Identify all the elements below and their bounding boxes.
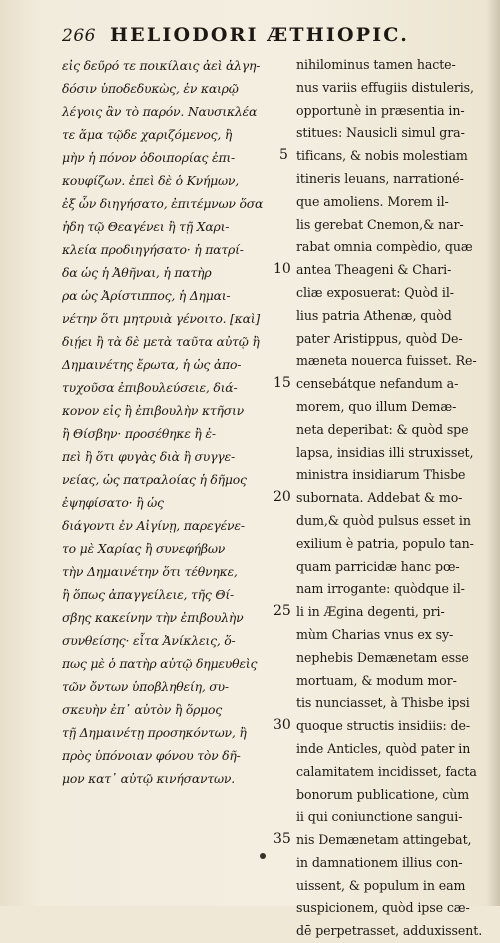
latin-line: que amoliens. Morem il- [296,193,449,209]
line-number: 30 [273,717,291,734]
line-number: 35 [273,831,291,848]
greek-line: εἰς δεῦρό τε ποικίλαις ἀεὶ ἀλγη- [62,58,261,73]
latin-line: in damnationem illius con- [296,854,463,870]
latin-line: mortuam, & modum mor- [296,672,457,688]
latin-line: mæneta nouerca fuisset. Re- [296,353,477,369]
latin-line: bonorum publicatione, cùm [296,786,470,802]
latin-line: lapsa, insidias illi struxisset, [296,444,474,460]
latin-line: antea Theageni & Chari- [296,262,452,278]
latin-line: stitues: Nausicli simul gra- [296,125,465,141]
latin-line: neta deperibat: & quòd spe [296,421,469,437]
greek-line: δα ὡς ἡ Ἀθῆναι, ἡ πατὴρ [62,265,212,280]
latin-line: rabat omnia compèdio, quæ [296,239,473,255]
line-number: 20 [273,489,291,506]
line-number: 25 [273,603,291,620]
greek-line: ἡδη τῷ Θεαγένει ἢ τῇ Χαρι- [62,219,230,234]
latin-line: tis nunciasset, à Thisbe ipsi [296,695,470,711]
greek-line: δόσιν ὑποδεδυκὼς, ἐν καιρῷ [62,81,239,96]
latin-line: lius patria Athenæ, quòd [296,307,452,323]
greek-line: νέτην ὅτι μητρυιὰ γένοιτο. [καὶ] [62,311,261,326]
greek-line: λέγοις ἂν τὸ παρόν. Ναυσικλέα [62,104,258,119]
greek-line: τυχοῦσα ἐπιβουλεύσειε, διά- [62,380,238,395]
greek-line: κλεία προδιηγήσατο· ἡ πατρί- [62,242,244,257]
latin-line: inde Anticles, quòd pater in [296,740,471,756]
greek-line: πως μὲ ὁ πατὴρ αὐτῷ δημευθεὶς [62,656,258,671]
latin-line: pater Aristippus, quòd De- [296,330,463,346]
latin-line: quoque structis insidiis: de- [296,718,470,734]
latin-line: morem, quo illum Demæ- [296,398,457,414]
latin-line: li in Ægina degenti, pri- [296,604,445,620]
line-number: 5 [279,147,288,164]
running-title: HELIODORI ÆTHIOPIC. [110,24,410,46]
latin-line: opportunè in præsentia in- [296,102,465,118]
greek-line: σκευὴν ἐπ᾽ αὐτὸν ἢ ὅρμος [62,702,223,717]
greek-line: κονον εἰς ἢ ἐπιβουλὴν κτῆσιν [62,403,245,418]
page-number: 266 [62,26,96,46]
greek-line: ἐψηφίσατο· ἢ ὡς [62,495,164,510]
latin-line: mùm Charias vnus ex sy- [296,626,454,642]
latin-line: calamitatem incidisset, facta [296,763,477,779]
greek-line: το μὲ Χαρίας ἢ συνεφήβων [62,541,226,556]
latin-line: nus variis effugiis distuleris, [296,79,474,95]
latin-line: itineris leuans, narrationé- [296,170,464,186]
latin-line: tificans, & nobis molestiam [296,148,468,164]
page-footer-mark [260,853,266,859]
greek-line: ἐξ ὧν διηγήσατο, ἐπιτέμνων ὅσα [62,196,264,211]
latin-line: cliæ exposuerat: Quòd il- [296,284,454,300]
latin-text-column [296,54,486,943]
latin-line: subornata. Addebat & mo- [296,490,463,506]
greek-line: πρὸς ὑπόνοιαν φόνου τὸν δῆ- [62,748,241,763]
greek-line: Δημαινέτης ἔρωτα, ἡ ὡς ἀπο- [62,357,242,372]
latin-line: nihilominus tamen hacte- [296,57,456,72]
page-edge-shadow [486,0,500,906]
greek-line: τε ἅμα τῷδε χαριζόμενος, ἢ [62,127,233,142]
latin-line: dum,& quòd pulsus esset in [296,512,471,528]
latin-line: ministra insidiarum Thisbe [296,467,466,483]
latin-line: censebátque nefandum a- [296,376,459,392]
latin-line: uissent, & populum in eam [296,877,466,893]
greek-line: ρα ὡς Ἀρίστιππος, ἡ Δημαι- [62,288,231,303]
latin-line: suspicionem, quòd ipse cæ- [296,900,470,916]
greek-line: νείας, ὡς πατραλοίας ἡ δῆμος [62,472,247,487]
greek-line: κουφίζων. ἐπεὶ δὲ ὁ Κνήμων, [62,173,240,188]
greek-line: συνθείσης· εἶτα Ἀνίκλεις, ὅ- [62,633,236,648]
greek-line: σβης κακείνην τὴν ἐπιβουλὴν [62,610,244,625]
greek-line: διάγοντι ἐν Αἰγίνῃ, παρεγένε- [62,518,245,533]
line-number: 10 [273,261,291,278]
latin-line: quam parricidæ hanc pœ- [296,558,460,574]
greek-text-column [62,54,280,790]
greek-line: μον κατ᾽ αὐτῷ κινήσαντων. [62,771,235,786]
greek-line: μὴν ἡ πόνον ὁδοιπορίας ἐπι- [62,150,236,165]
greek-line: τῇ Δημαινέτῃ προσηκόντων, ἢ [62,725,247,740]
line-number: 15 [273,375,291,392]
latin-line: nis Demænetam attingebat, [296,832,472,848]
greek-line: τὴν Δημαινέτην ὅτι τέθνηκε, [62,564,238,579]
greek-line: πεὶ ἢ ὅτι φυγὰς διὰ ἢ συγγε- [62,449,235,464]
greek-line: τῶν ὄντων ὑποβληθείη, συ- [62,679,229,694]
latin-line: ii qui coniunctione sangui- [296,809,463,825]
latin-line: nam irrogante: quòdque il- [296,581,465,597]
latin-line: exilium è patria, populo tan- [296,535,474,551]
greek-line: ἢ Θίσβην· προσέθηκε ἢ ἐ- [62,426,216,441]
greek-line: διῄει ἢ τὰ δὲ μετὰ ταῦτα αὐτῷ ἢ [62,334,260,349]
latin-line: nephebis Demænetam esse [296,649,469,665]
latin-line: dē perpetrasset, adduxissent. [296,923,483,939]
page-header [62,22,482,52]
latin-line: lis gerebat Cnemon,& nar- [296,216,464,232]
greek-line: ἢ ὅπως ἀπαγγείλειε, τῆς Θί- [62,587,234,602]
